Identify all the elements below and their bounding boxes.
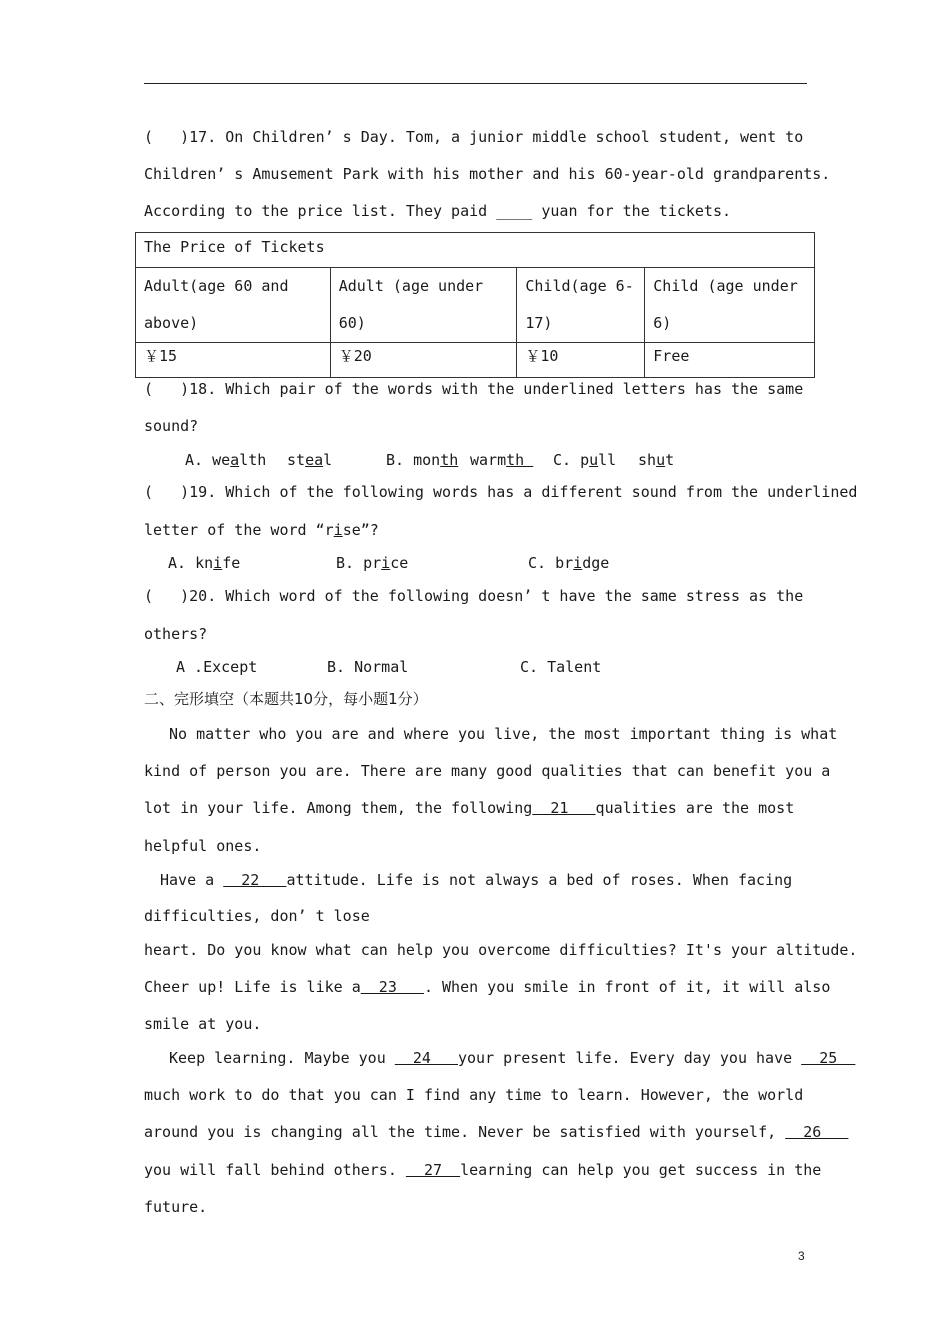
q19-line-2: letter of the word “rise”? [144,521,379,539]
q20-option-c: C. Talent [520,658,602,676]
q18-option-c-word-2: shut [638,451,675,469]
passage-p2-line-5: smile at you. [144,1015,262,1033]
table-title: The Price of Tickets [136,233,815,268]
blank-24: 24 [394,1049,458,1067]
q18-option-a: A. wealth [185,451,267,469]
passage-p3-line-4: you will fall behind others. 27 learning can help you get success in the [144,1161,822,1179]
blank-22: 22 [223,871,287,889]
q19-option-a: A. knife [168,554,241,572]
passage-p3-line-5: future. [144,1198,208,1216]
passage-p2-line-2: difficulties, don’ t lose [144,907,370,925]
q17-line-1: ( )17. On Children’ s Day. Tom, a junior middle school student, went to [144,128,804,146]
passage-p2-line-3: heart. Do you know what can help you overcome difficulties? It's your altitude. [144,941,858,959]
q20-option-a: A .Except [176,658,258,676]
q20-line-1: ( )20. Which word of the following doesn’ t have the same stress as the [144,587,804,605]
table-category-cell: Child(age 6- 17) [517,268,645,343]
q18-option-b-word-2: warmth [470,451,534,469]
q18-line-2: sound? [144,417,199,435]
blank-21: 21 [532,799,596,817]
q18-line-1: ( )18. Which pair of the words with the underlined letters has the same [144,380,804,398]
page-number: 3 [798,1249,805,1263]
q19-option-c: C. bridge [528,554,610,572]
q19-option-b: B. price [336,554,409,572]
q19-line-1: ( )19. Which of the following words has a different sound from the underlined [144,483,858,501]
blank-23: 23 [360,978,424,996]
table-price-cell: ￥20 [330,343,517,378]
table-category-cell: Child (age under 6) [645,268,815,343]
passage-p2-line-1: Have a 22 attitude. Life is not always a bed of roses. When facing [160,871,793,889]
passage-p1-line-3: lot in your life. Among them, the following 21 qualities are the most [144,799,795,817]
passage-p1-line-2: kind of person you are. There are many good qualities that can benefit you a [144,762,831,780]
ticket-price-table [135,232,815,378]
q18-option-c: C. pull [553,451,617,469]
blank-26: 26 [785,1123,849,1141]
table-price-cell: ￥10 [517,343,645,378]
passage-p2-line-4: Cheer up! Life is like a 23 . When you smile in front of it, it will also [144,978,831,996]
table-price-cell: ￥15 [136,343,331,378]
q20-option-b: B. Normal [327,658,409,676]
q20-line-2: others? [144,625,208,643]
q17-line-3: According to the price list. They paid ____ yuan for the tickets. [144,202,731,220]
blank-25: 25 [801,1049,856,1067]
q17-line-2: Children’ s Amusement Park with his mother and his 60-year-old grandparents. [144,165,831,183]
q18-option-a-word-2: steal [287,451,333,469]
table-category-cell: Adult (age under 60) [330,268,517,343]
q18-option-b: B. month [386,451,459,469]
blank-27: 27 [405,1161,461,1179]
passage-p3-line-2: much work to do that you can I find any time to learn. However, the world [144,1086,804,1104]
header-rule [144,83,807,84]
table-category-cell: Adult(age 60 and above) [136,268,331,343]
passage-p1-line-4: helpful ones. [144,837,262,855]
section-heading: 二、完形填空（本题共10分，每小题1分） [144,690,428,708]
table-price-cell: Free [645,343,815,378]
passage-p3-line-1: Keep learning. Maybe you 24 your present life. Every day you have 25 [169,1049,856,1067]
passage-p1-line-1: No matter who you are and where you live, the most important thing is what [169,725,838,743]
passage-p3-line-3: around you is changing all the time. Never be satisfied with yourself, 26 [144,1123,849,1141]
